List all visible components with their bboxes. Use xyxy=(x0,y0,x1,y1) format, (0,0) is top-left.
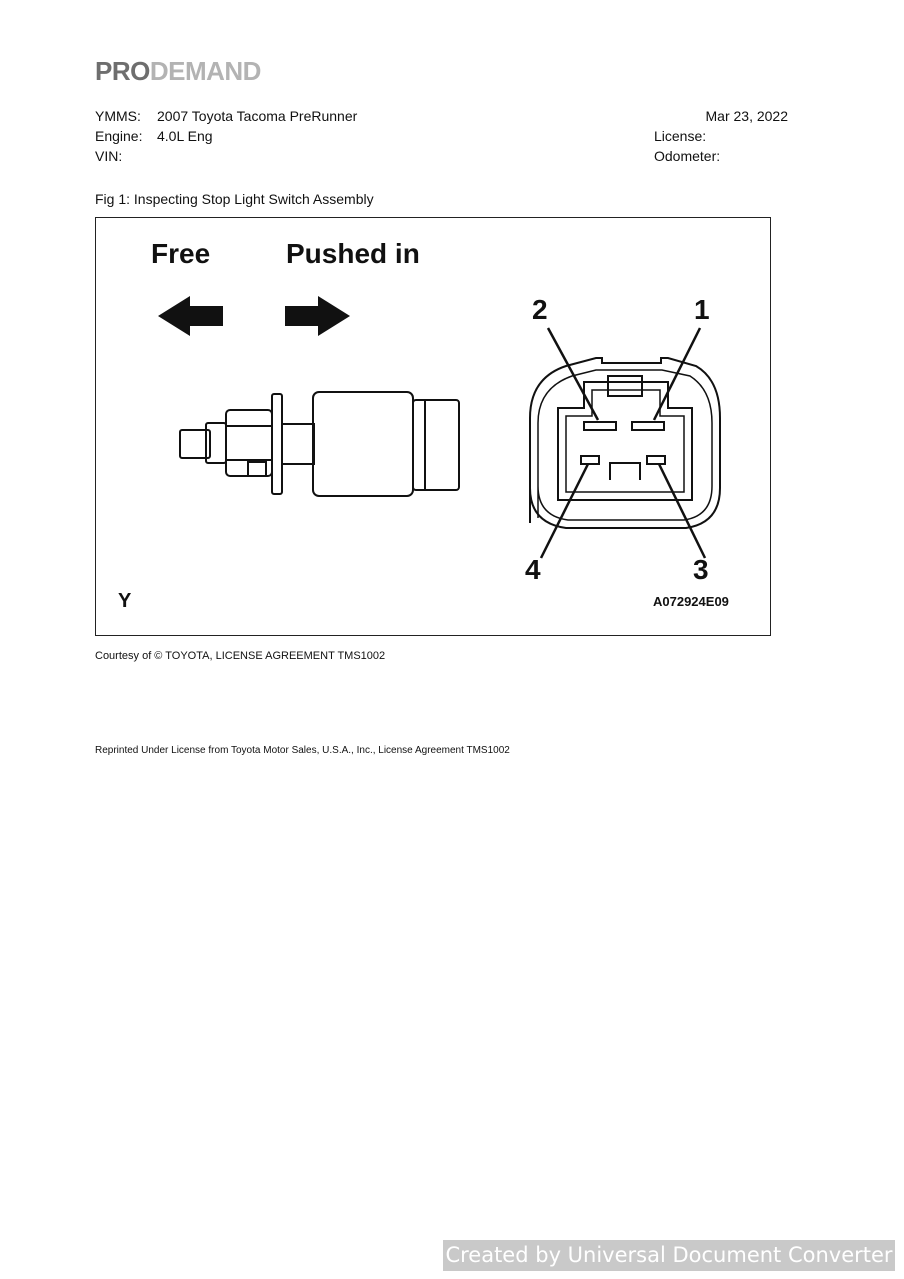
ymms-value: 2007 Toyota Tacoma PreRunner xyxy=(157,108,358,124)
pin-1-label: 1 xyxy=(694,294,710,325)
pin-2-label: 2 xyxy=(532,294,548,325)
license-label: License: xyxy=(654,128,707,144)
right-arrow-icon xyxy=(285,296,350,336)
logo-pro: PRO xyxy=(95,56,150,86)
vin-label: VIN: xyxy=(95,148,123,164)
ymms-row xyxy=(95,106,357,126)
free-label: Free xyxy=(151,238,211,269)
report-info xyxy=(654,106,788,166)
switch-diagram xyxy=(96,218,772,637)
pin-3-label: 3 xyxy=(693,554,709,585)
pin-4-label: 4 xyxy=(525,554,541,585)
left-arrow-icon xyxy=(158,296,223,336)
vin-row xyxy=(95,146,357,166)
ymms-label: YMMS: xyxy=(95,108,141,124)
logo-demand: DEMAND xyxy=(149,56,261,86)
engine-value: 4.0L Eng xyxy=(157,128,213,144)
engine-label: Engine: xyxy=(95,128,143,144)
report-date: Mar 23, 2022 xyxy=(705,108,788,124)
courtesy-note: Courtesy of © TOYOTA, LICENSE AGREEMENT TMS1002 xyxy=(95,650,386,662)
pushed-in-label: Pushed in xyxy=(286,238,420,269)
odometer-label: Odometer: xyxy=(654,148,721,164)
reprint-note: Reprinted Under License from Toyota Motor Sales, U.S.A., Inc., License Agreement TMS1002 xyxy=(95,745,510,756)
prodemand-logo xyxy=(95,56,261,87)
converter-watermark: Created by Universal Document Converter xyxy=(443,1240,895,1271)
figure-code: A072924E09 xyxy=(653,594,729,609)
switch-body xyxy=(180,392,459,496)
engine-row xyxy=(95,126,357,146)
figure-caption: Fig 1: Inspecting Stop Light Switch Assembly xyxy=(95,191,374,207)
corner-label: Y xyxy=(118,590,132,612)
vehicle-info xyxy=(95,106,357,166)
figure-frame xyxy=(95,217,771,636)
connector-face xyxy=(530,358,720,528)
